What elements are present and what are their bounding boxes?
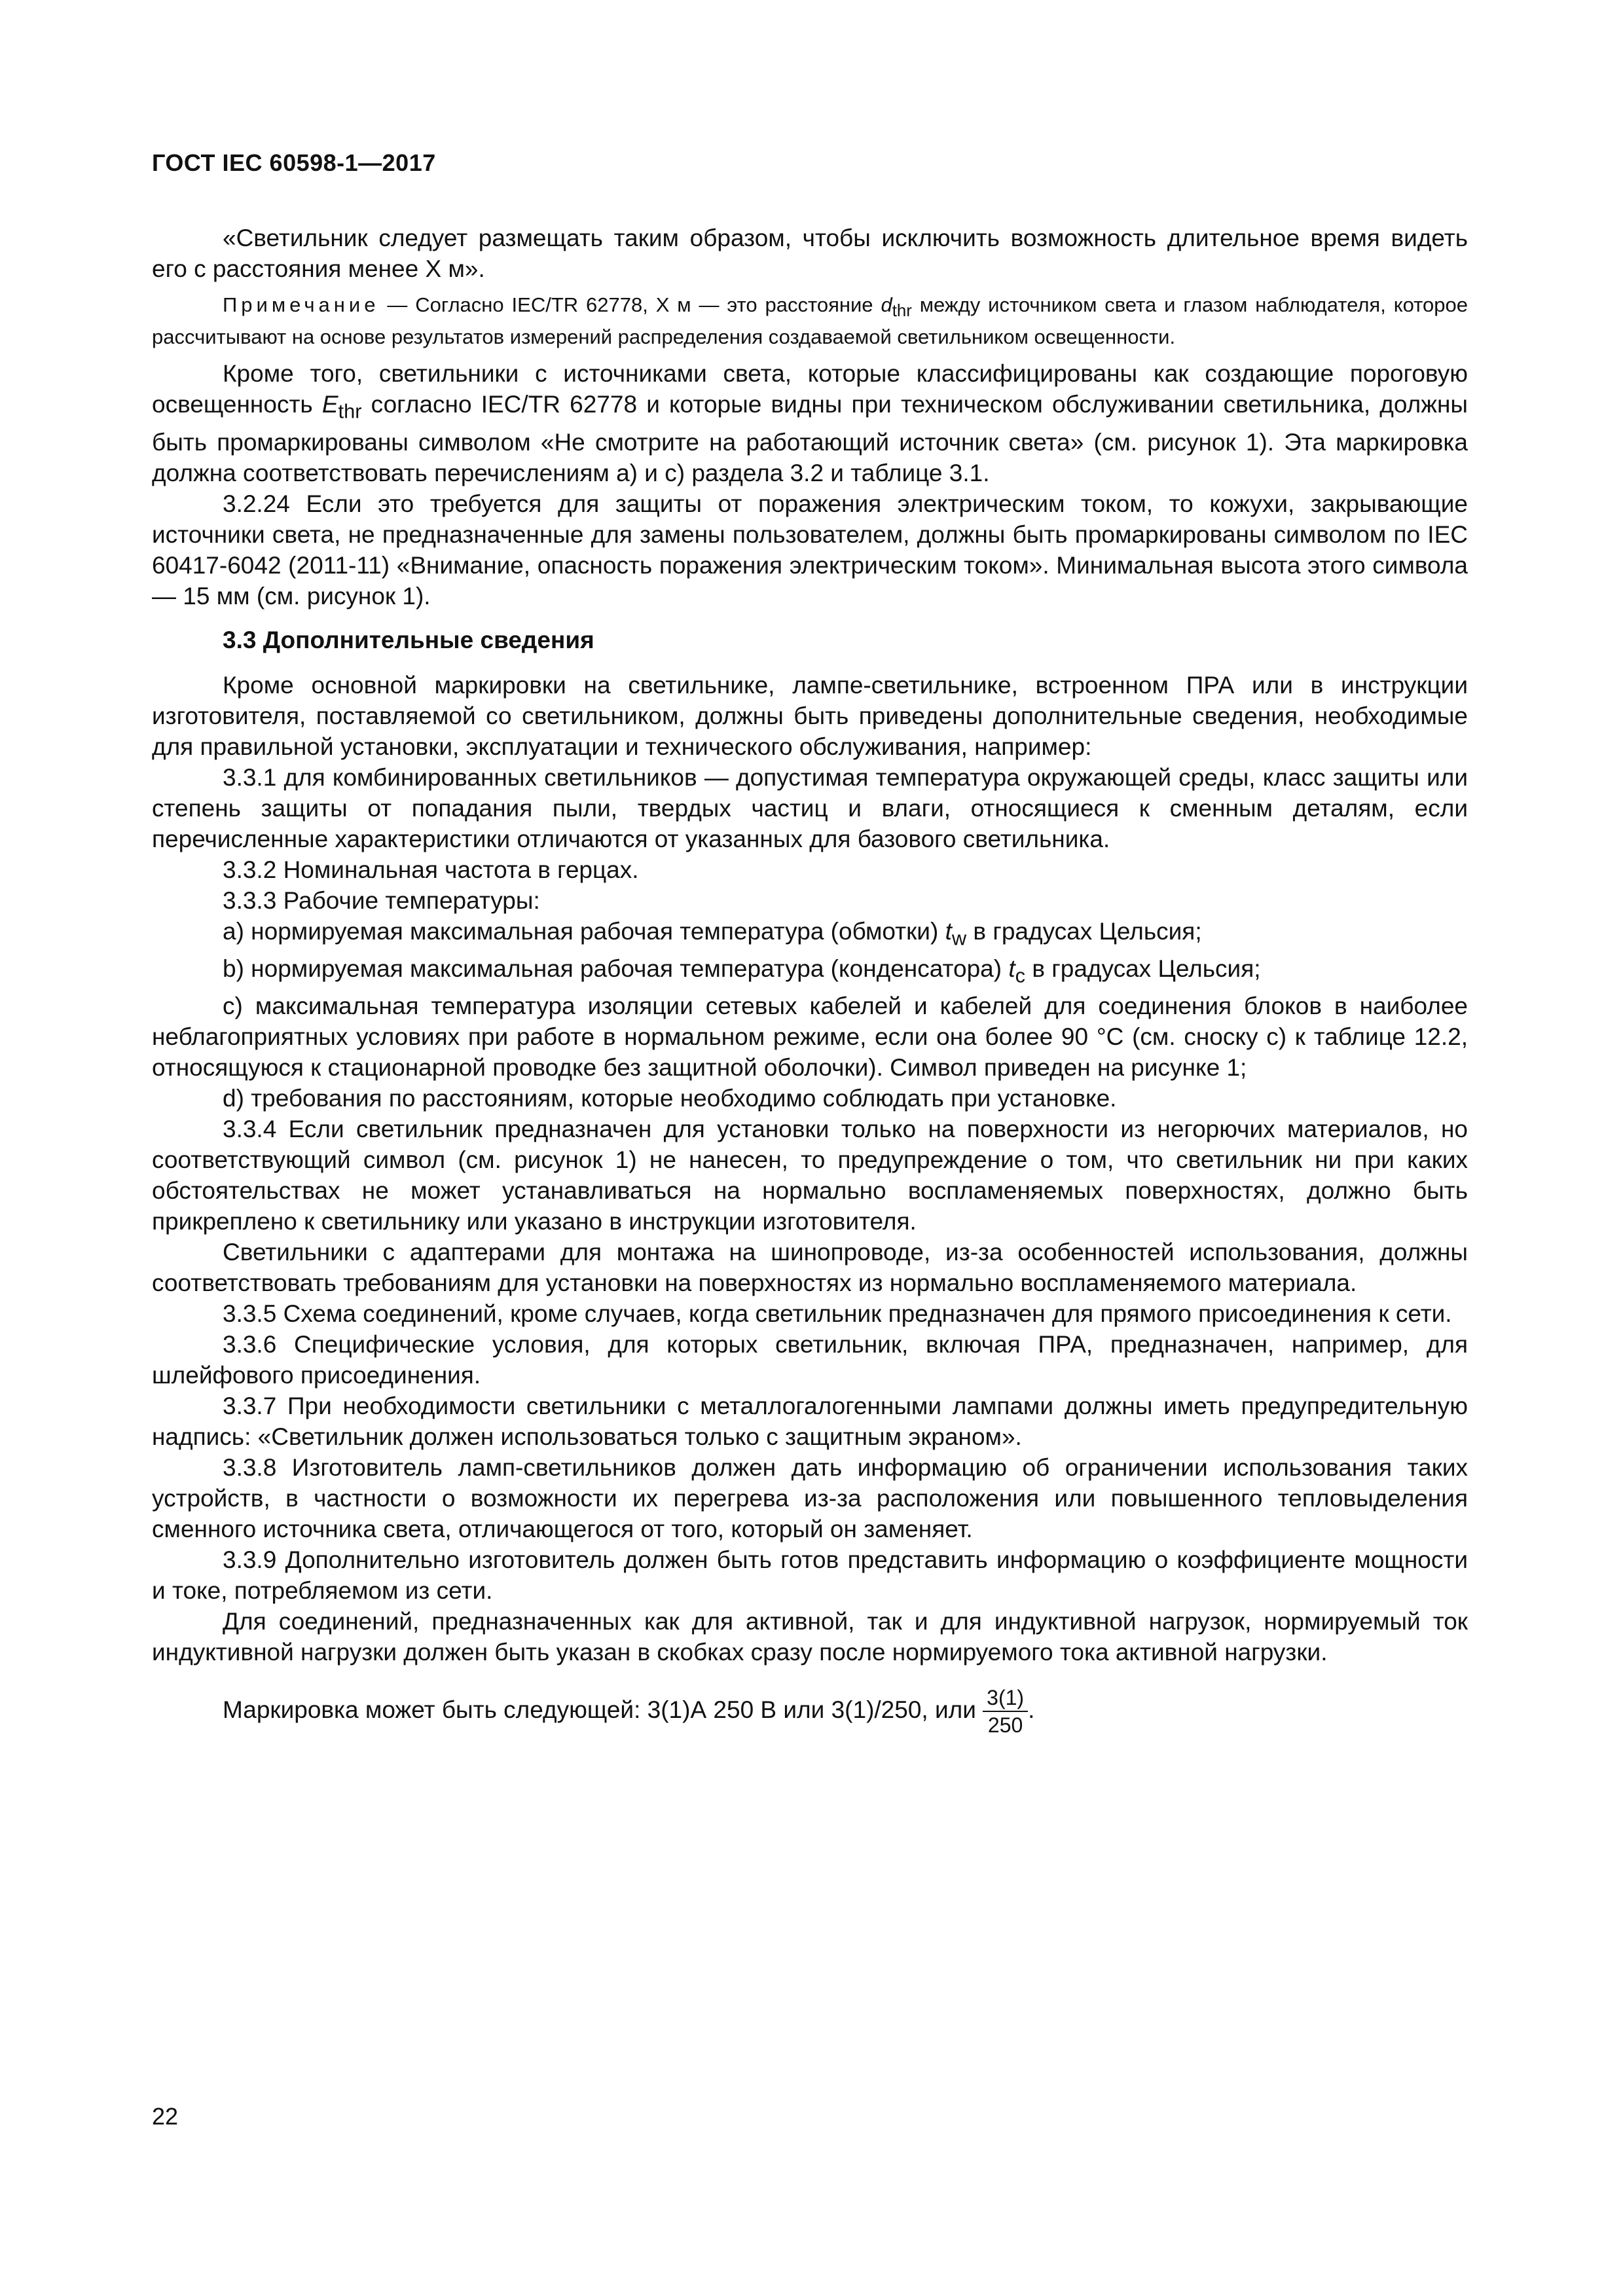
paragraph: 3.3.3 Рабочие температуры: [223, 886, 540, 914]
symbol-tw: t [945, 917, 952, 945]
list-item: c) максимальная температура изоляции сетевых кабелей и кабелей для соединения блоков в наиболее неблагоприятных условиях при работе в нормальном режиме, если она более 90 °С (см. сноску с) к таблице 12.2, относящуюся к стационарной проводке без защитной оболочки). Символ приведен на рисунке 1; [152, 993, 1468, 1082]
list-item [152, 953, 1468, 991]
list-item [152, 916, 1468, 953]
marking-end: . [1028, 1696, 1035, 1724]
paragraph: 3.3.5 Схема соединений, кроме случаев, когда светильник предназначен для прямого присоединения к сети. [223, 1300, 1452, 1328]
paragraph: 3.3.4 Если светильник предназначен для установки только на поверхности из негорючих материалов, но соответствующий символ (см. рисунок 1) не нанесен, то предупреждение о том, что светильник ни при каких обстоятельствах не может устанавливаться на нормально воспламеняемых поверхностях, должно быть прикреплено к светильнику или указано в инструкции изготовителя. [152, 1116, 1468, 1235]
note-symbol-sub: thr [892, 302, 912, 321]
paragraph: 3.2.24 Если это требуется для защиты от поражения электрическим током, то кожухи, закрывающие источники света, не предназначенные для замены пользователем, должны быть промаркированы символом по IEC 60417-6042 (2011-11) «Внимание, опасность поражения электрическим током». Минимальная высота этого символа — 15 мм (см. рисунок 1). [152, 490, 1468, 610]
symbol-e-sub: thr [338, 399, 362, 423]
list-item: d) требования по расстояниям, которые необходимо соблюдать при установке. [223, 1085, 1117, 1112]
page-number: 22 [152, 2103, 179, 2130]
list-item-text: b) нормируемая максимальная рабочая температура (конденсатора) [223, 955, 1009, 982]
symbol-tc-sub: c [1015, 964, 1026, 987]
paragraph: 3.3.9 Дополнительно изготовитель должен быть готов представить информацию о коэффициенте мощности и токе, потребляемом из сети. [152, 1546, 1468, 1605]
list-item-text: a) нормируемая максимальная рабочая температура (обмотки) [223, 917, 945, 945]
section-heading: 3.3 Дополнительные сведения [223, 626, 594, 653]
fraction [983, 1685, 1028, 1738]
document-body [152, 223, 1468, 1738]
paragraph: 3.3.6 Специфические условия, для которых светильник, включая ПРА, предназначен, например, для шлейфового присоединения. [152, 1331, 1468, 1389]
list-item-text: в градусах Цельсия; [1025, 955, 1261, 982]
note-paragraph [152, 292, 1468, 350]
paragraph: Для соединений, предназначенных как для активной, так и для индуктивной нагрузок, нормируемый ток индуктивной нагрузки должен быть указан в скобках сразу после нормируемого тока активной нагрузки. [152, 1608, 1468, 1666]
note-text-a: — Согласно IEC/TR 62778, X м — это расстояние [379, 293, 881, 316]
fraction-numerator: 3(1) [983, 1685, 1028, 1712]
paragraph: 3.3.7 При необходимости светильники с металлогалогенными лампами должны иметь предупредительную надпись: «Светильник должен использоваться только с защитным экраном». [152, 1393, 1468, 1451]
note-label: Примечание [223, 293, 380, 316]
paragraph: 3.3.8 Изготовитель ламп-светильников должен дать информацию об ограничении использования таких устройств, в частности о возможности их перегрева из-за расположения или повышенного тепловыделения сменного источника света, отличающегося от того, который он заменяет. [152, 1454, 1468, 1543]
paragraph [152, 358, 1468, 488]
paragraph-text: Кроме того, светильники с источниками света, которые классифицированы как создающие пороговую освещенность [152, 360, 1468, 418]
note-text-b: между источником света и глазом наблюдателя, которое рассчитывают на основе результатов измерений распределения создаваемой светильником освещенности. [152, 293, 1468, 349]
list-item-text: в градусах Цельсия; [966, 917, 1202, 945]
document-header: ГОСТ IEC 60598-1—2017 [152, 149, 436, 176]
symbol-tw-sub: w [951, 926, 967, 949]
marking-example [152, 1685, 1468, 1738]
paragraph: 3.3.2 Номинальная частота в герцах. [223, 856, 639, 883]
paragraph: Кроме основной маркировки на светильнике, лампе-светильнике, встроенном ПРА или в инструкции изготовителя, поставляемой со светильником, должны быть приведены дополнительные сведения, необходимые для правильной установки, эксплуатации и технического обслуживания, например: [152, 671, 1468, 760]
paragraph: Светильники с адаптерами для монтажа на шинопроводе, из-за особенностей использования, должны соответствовать требованиям для установки на поверхностях из нормально воспламеняемого материала. [152, 1239, 1468, 1297]
symbol-tc: t [1008, 955, 1015, 982]
marking-text: Маркировка может быть следующей: 3(1)А 250 В или 3(1)/250, или [223, 1696, 983, 1724]
note-symbol: d [881, 293, 892, 316]
symbol-e: E [321, 391, 338, 418]
paragraph-text: согласно IEC/TR 62778 и которые видны при техническом обслуживании светильника, должны быть промаркированы символом «Не смотрите на работающий источник света» (см. рисунок 1). Эта маркировка должна соответствовать перечислениям а) и с) раздела 3.2 и таблице 3.1. [152, 391, 1468, 486]
paragraph: «Светильник следует размещать таким образом, чтобы исключить возможность длительное время видеть его с расстояния менее X м». [152, 225, 1468, 282]
paragraph: 3.3.1 для комбинированных светильников — допустимая температура окружающей среды, класс защиты или степень защиты от попадания пыли, твердых частиц и влаги, относящиеся к сменным деталям, если перечисленные характеристики отличаются от указанных для базового светильника. [152, 763, 1468, 852]
fraction-denominator: 250 [987, 1713, 1023, 1738]
